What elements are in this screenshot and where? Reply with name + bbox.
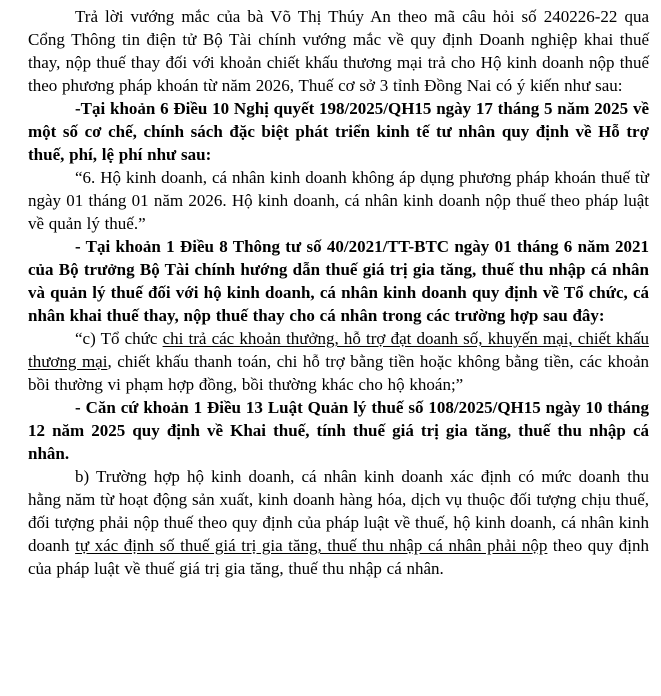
text-run: -Tại khoản 6 Điều 10 Nghị quyết 198/2025/QH15 ngày 17 tháng 5 năm 2025 về một số cơ chế, chính sách đặc biệt phát triển kinh tế tư nhân quy định về Hỗ trợ thuế, phí, lệ phí như sau: [28,99,649,164]
text-run: “6. Hộ kinh doanh, cá nhân kinh doanh không áp dụng phương pháp khoán thuế từ ngày 01 tháng 01 năm 2026. Hộ kinh doanh, cá nhân kinh doanh nộp thuế theo pháp luật về quản lý thuế.” [28,168,649,233]
paragraph-citation-resolution-198-2025 [28,97,649,166]
text-run-underlined: chi trả các khoản thưởng, hỗ trợ đạt doanh số, khuyến mại, chiết khấu thương mại [28,329,650,371]
paragraph-quote-clause-c [28,327,649,396]
text-run: b) Trường hợp hộ kinh doanh, cá nhân kinh doanh xác định có mức doanh thu hằng năm từ hoạt động sản xuất, kinh doanh hàng hóa, dịch vụ thuộc đối tượng chịu thuế, đối tượng phải nộp thuế theo quy định của pháp luật về thuế, hộ kinh doanh, cá nhân kinh doanh [28,467,649,555]
text-run: Trả lời vướng mắc của bà Võ Thị Thúy An theo mã câu hỏi số 240226-22 qua Cổng Thông tin điện tử Bộ Tài chính vướng mắc về quy định Doanh nghiệp khai thuế thay, nộp thuế thay đối với khoản chiết khấu thương mại trả cho Hộ kinh doanh nộp thuế theo phương pháp khoán từ năm 2026, Thuế cơ sở 3 tỉnh Đồng Nai có ý kiến như sau: [28,7,649,95]
text-run: , chiết khấu thanh toán, chi hỗ trợ bằng tiền hoặc không bằng tiền, các khoản bồi thường vi phạm hợp đồng, bồi thường khác cho hộ khoán;” [28,352,650,394]
text-run: theo quy định của pháp luật về thuế giá trị gia tăng, thuế thu nhập cá nhân. [28,536,649,578]
text-run-underlined: tự xác định số thuế giá trị gia tăng, thuế thu nhập cá nhân phải nộp [75,536,548,555]
paragraph-reply-intro [28,5,649,97]
paragraph-quote-clause-6 [28,166,649,235]
paragraph-clause-b [28,465,649,580]
text-run: - Căn cứ khoản 1 Điều 13 Luật Quản lý thuế số 108/2025/QH15 ngày 10 tháng 12 năm 2025 quy định về Khai thuế, tính thuế giá trị gia tăng, thuế thu nhập cá nhân. [28,398,649,463]
text-run: “c) Tổ chức [75,329,163,348]
text-run: - Tại khoản 1 Điều 8 Thông tư số 40/2021/TT-BTC ngày 01 tháng 6 năm 2021 của Bộ trưởng Bộ Tài chính hướng dẫn thuế giá trị gia tăng, thuế thu nhập cá nhân và quản lý thuế đối với hộ kinh doanh, cá nhân kinh doanh quy định về Tổ chức, cá nhân khai thuế thay, nộp thuế thay cho cá nhân trong các trường hợp sau đây: [28,237,649,325]
paragraph-citation-law-108-2025 [28,396,649,465]
paragraph-citation-circular-40-2021 [28,235,649,327]
